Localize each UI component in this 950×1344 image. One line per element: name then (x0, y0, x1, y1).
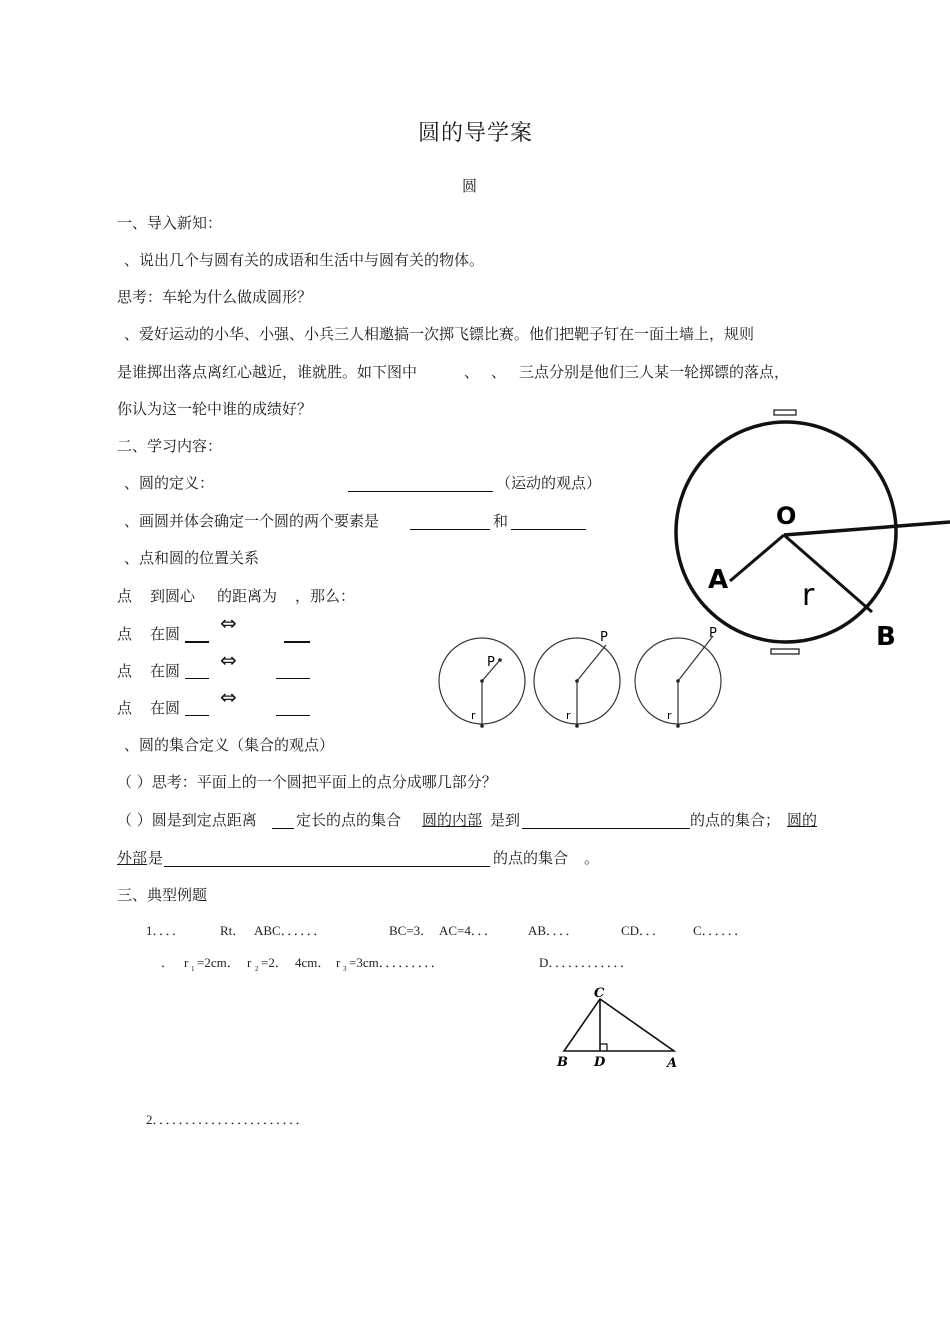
set-def-d: 是到 (490, 811, 521, 829)
set-think: （ ）思考：平面上的一个圆把平面上的点分成哪几部分？ (117, 773, 497, 791)
example1-text: ． (161, 955, 175, 970)
section2-heading: 二、学习内容： (117, 437, 223, 455)
interior-blank (522, 828, 690, 829)
set-def-j: 。 (584, 849, 600, 867)
relation-row-point: 点 (117, 699, 133, 717)
set-def-e: 的点的集合； (690, 811, 781, 829)
section1-item1: 、说出几个与圆有关的成语和生活中与圆有关的物体。 (124, 251, 485, 269)
radius-r-label: r (566, 709, 571, 722)
circle-exterior-term-b: 外部 (117, 849, 148, 867)
section1-item2-line2a: 是谁掷出落点离红心越近，谁就胜。如下图中 (117, 363, 418, 381)
equal-blank (272, 828, 294, 829)
point-p-label: P (709, 626, 717, 641)
figure-point-on (534, 630, 620, 728)
example1-text: 1．．．． (146, 923, 186, 938)
example1-text: r (336, 955, 341, 970)
relation-blank-right (276, 678, 310, 679)
condition-point: 点 (117, 587, 133, 605)
example1-text: CD．．． (621, 923, 666, 938)
example1-text: BC=3． (389, 923, 434, 938)
relation-row-on-circle: 在圆 (150, 699, 181, 717)
set-def-b: 定长的点的集合 (296, 811, 402, 829)
example1-text: =2． (261, 955, 288, 970)
relation-blank-right (276, 715, 310, 716)
set-def-a: （ ）圆是到定点距离 (117, 811, 257, 829)
iff-symbol: ⇔ (220, 611, 237, 635)
condition-then: ，那么： (295, 587, 356, 605)
point-p-label: P (600, 630, 608, 645)
subscript-2: 2 (255, 965, 259, 973)
example1-text: C．．．．．． (693, 923, 748, 938)
relation-blank-right (284, 641, 310, 643)
point-a-label: A (708, 565, 729, 595)
relation-blank-left (185, 715, 209, 716)
example1-text: Rt． (220, 923, 246, 938)
section1-item2-line3: 你认为这一轮中谁的成绩好？ (117, 400, 313, 418)
center-o-label: O (776, 502, 797, 530)
section1-item2-line1: 、爱好运动的小华、小强、小兵三人相邀搞一次掷飞镖比赛。他们把靶子钉在一面土墙上，规则 (124, 325, 755, 343)
relation-blank-left (185, 641, 209, 643)
example1-text: r (247, 955, 252, 970)
example1-text: 4cm． (295, 955, 331, 970)
subscript-3: 3 (343, 965, 347, 973)
set-definition-label: 、圆的集合定义（集合的观点） (124, 736, 335, 754)
relation-blank-left (185, 678, 209, 679)
vertex-c-label: C (594, 986, 605, 1001)
draw-circle-and: 和 (493, 512, 509, 530)
set-def-i: 的点的集合 (493, 849, 569, 867)
vertex-a-label: A (667, 1056, 678, 1071)
element-blank-1 (410, 529, 490, 530)
circle-definition-blank (348, 491, 493, 492)
page-title: 圆的导学案 (418, 121, 534, 146)
circle-interior-term: 圆的内部 (422, 811, 483, 829)
right-triangle-figure (552, 984, 692, 1074)
section3-heading: 三、典型例题 (117, 886, 208, 904)
example1-text: AB．．．． (528, 923, 579, 938)
point-b-label: B (876, 622, 896, 652)
relation-row-point: 点 (117, 662, 133, 680)
section1-heading: 一、导入新知： (117, 214, 223, 232)
page-subtitle: 圆 (462, 177, 478, 195)
relation-row-on-circle: 在圆 (150, 625, 181, 643)
draw-circle-label: 、画圆并体会确定一个圆的两个要素是 (124, 512, 380, 530)
section1-think: 思考：车轮为什么做成圆形？ (117, 288, 313, 306)
set-def-h: 是 (148, 849, 164, 867)
element-blank-2 (511, 529, 586, 530)
figure-point-inside (439, 638, 525, 728)
example1-text: r (184, 955, 189, 970)
example1-text: =3cm．．．．．．．．． (349, 955, 444, 970)
relation-row-on-circle: 在圆 (150, 662, 181, 680)
circle-exterior-term-a: 圆的 (787, 811, 818, 829)
section1-item2-sep1: 、 (464, 363, 480, 381)
condition-distance: 的距离为 (217, 587, 278, 605)
position-relation-label: 、点和圆的位置关系 (124, 549, 260, 567)
vertex-b-label: B (557, 1055, 568, 1070)
example1-text: =2cm． (197, 955, 240, 970)
iff-symbol: ⇔ (220, 685, 237, 709)
example2-text: 2．．．．．．．．．．．．．．．．．．．．．．． (146, 1112, 309, 1127)
vertex-d-label: D (594, 1055, 606, 1070)
section1-item2-line2d: 三点分别是他们三人某一轮掷镖的落点， (519, 363, 790, 381)
section1-item2-sep2: 、 (491, 363, 507, 381)
subscript-1: 1 (191, 965, 195, 973)
circle-definition-label: 、圆的定义： (124, 474, 215, 492)
condition-to-center: 到圆心 (150, 587, 196, 605)
iff-symbol: ⇔ (220, 648, 237, 672)
radius-r-label: r (667, 709, 672, 722)
relation-row-point: 点 (117, 625, 133, 643)
example1-text: AC=4．．． (439, 923, 497, 938)
point-p-label: P (487, 655, 495, 670)
circle-definition-note: （运动的观点） (496, 474, 602, 492)
dart-target-figure (672, 408, 950, 658)
example1-text: D．．．．．．．．．．．． (539, 955, 633, 970)
example1-text: ABC．．．．．． (254, 923, 327, 938)
exterior-blank (164, 866, 490, 867)
radius-r-label: r (802, 578, 815, 613)
radius-r-label: r (471, 709, 476, 722)
